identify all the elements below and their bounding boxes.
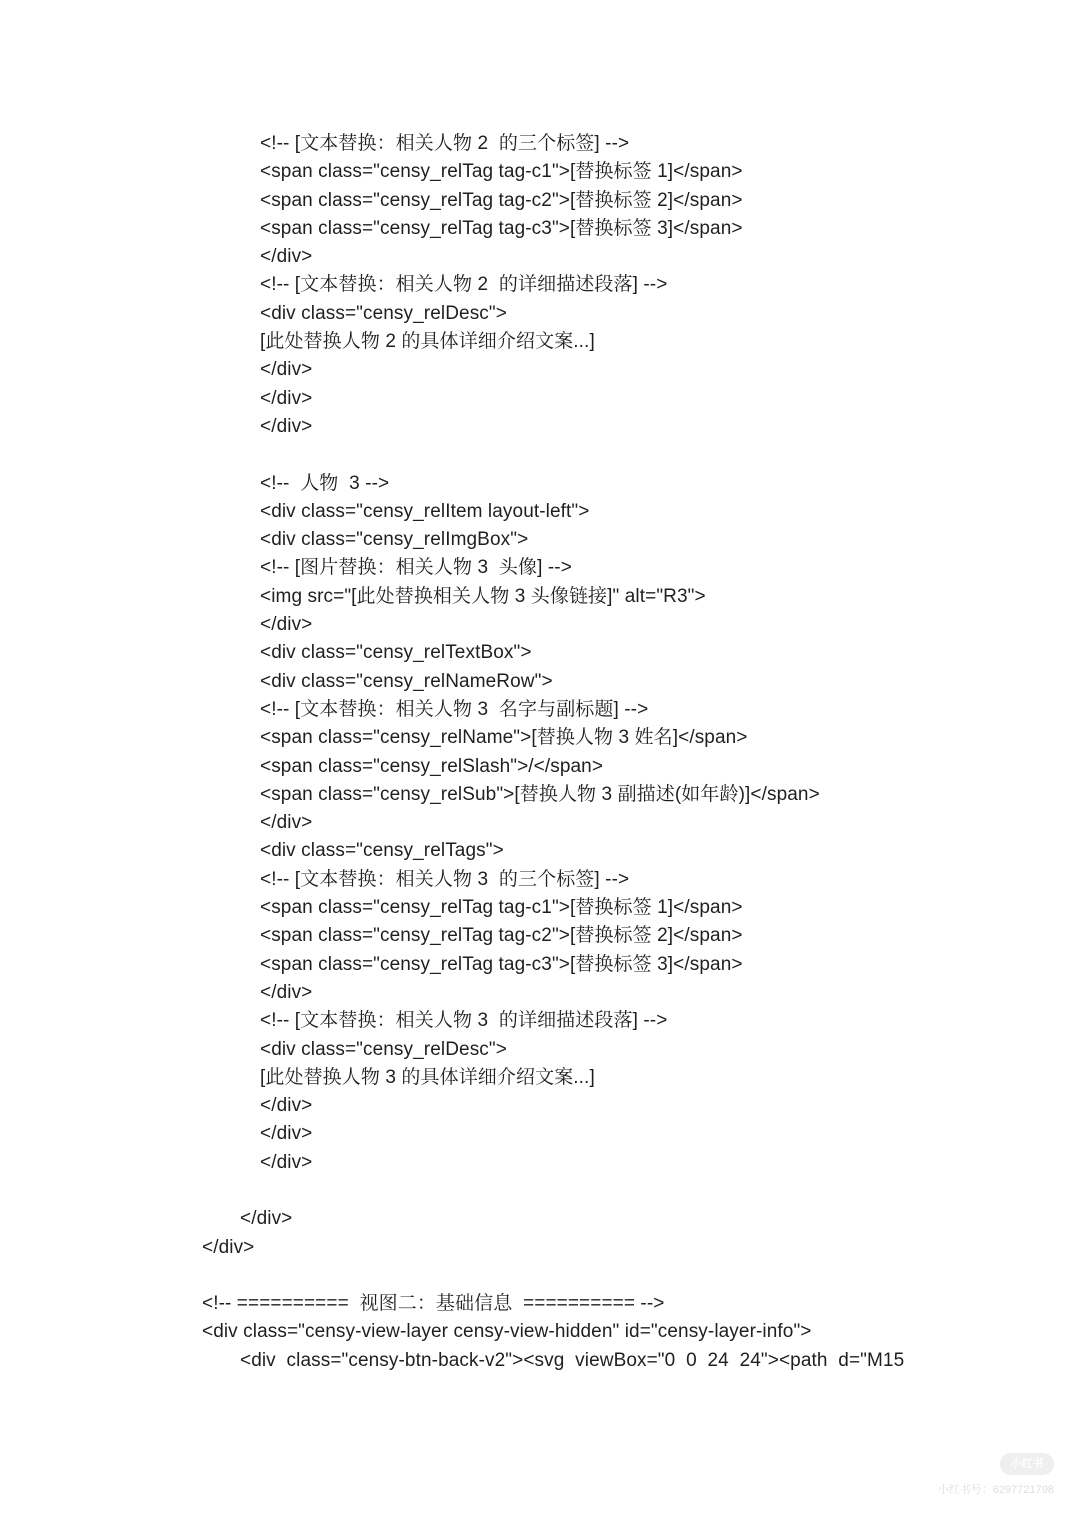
code-line: <img src="[此处替换相关人物 3 头像链接]" alt="R3">: [260, 585, 706, 607]
code-line: </div>: [260, 614, 313, 636]
code-line: [此处替换人物 3 的具体详细介绍文案...]: [260, 1066, 595, 1088]
code-line: [此处替换人物 2 的具体详细介绍文案...]: [260, 331, 595, 353]
code-line: <div class="censy_relTextBox">: [260, 642, 532, 664]
code-line: [0, 441, 1080, 469]
code-line: <span class="censy_relName">[替换人物 3 姓名]</span>: [260, 727, 748, 749]
code-line: <!-- [文本替换：相关人物 3 的详细描述段落] -->: [260, 1010, 668, 1032]
code-line: [0, 1177, 1080, 1205]
watermark: [914, 1453, 1054, 1503]
code-line: <div class="censy-view-layer censy-view-hidden" id="censy-layer-info">: [202, 1321, 812, 1343]
code-line: </div>: [260, 981, 313, 1003]
code-line: </div>: [260, 387, 313, 409]
code-line: <span class="censy_relTag tag-c1">[替换标签 1]</span>: [260, 161, 743, 183]
code-line: <div class="censy_relTags">: [260, 840, 504, 862]
code-line: <span class="censy_relTag tag-c2">[替换标签 2]</span>: [260, 925, 743, 947]
code-line: <div class="censy_relImgBox">: [260, 529, 529, 551]
code-line: </div>: [260, 415, 313, 437]
code-line: <!-- [文本替换：相关人物 3 的三个标签] -->: [260, 868, 630, 890]
code-line: </div>: [260, 1123, 313, 1145]
code-line: </div>: [260, 1151, 313, 1173]
code-line: </div>: [260, 359, 313, 381]
code-line: <div class="censy_relNameRow">: [260, 670, 553, 692]
code-line: </div>: [260, 812, 313, 834]
code-line: <span class="censy_relTag tag-c1">[替换标签 1]</span>: [260, 897, 743, 919]
code-line: <div class="censy-btn-back-v2"><svg viewBox="0 0 24 24"><path d="M15: [240, 1349, 905, 1371]
code-line: <span class="censy_relSlash">/</span>: [260, 755, 604, 777]
code-line: <!-- [图片替换：相关人物 3 头像] -->: [260, 557, 572, 579]
code-line: <span class="censy_relTag tag-c3">[替换标签 3]</span>: [260, 217, 743, 239]
code-line: <span class="censy_relTag tag-c3">[替换标签 3]</span>: [260, 953, 743, 975]
watermark-id: 小红书号：6297721798: [937, 1484, 1054, 1496]
code-line: <!-- [文本替换：相关人物 2 的详细描述段落] -->: [260, 274, 668, 296]
code-line: </div>: [240, 1208, 293, 1230]
code-line: <!-- 人物 3 -->: [260, 472, 390, 494]
code-line: </div>: [260, 1095, 313, 1117]
code-line: </div>: [202, 1236, 255, 1258]
watermark-logo: 小红书: [1000, 1453, 1054, 1475]
code-line: </div>: [260, 246, 313, 268]
code-line: <!-- [文本替换：相关人物 3 名字与副标题] -->: [260, 698, 649, 720]
code-line: <div class="censy_relItem layout-left">: [260, 500, 590, 522]
code-line: <div class="censy_relDesc">: [260, 302, 507, 324]
code-line: <span class="censy_relSub">[替换人物 3 副描述(如年龄)]</span>: [260, 783, 820, 805]
code-line: <!-- [文本替换：相关人物 2 的三个标签] -->: [260, 133, 630, 154]
code-line: <div class="censy_relDesc">: [260, 1038, 507, 1060]
code-line: <!-- ========== 视图二：基础信息 ========== -->: [202, 1293, 665, 1315]
code-line: [0, 1262, 1080, 1290]
code-listing: [0, 130, 1080, 1375]
code-line: <span class="censy_relTag tag-c2">[替换标签 2]</span>: [260, 189, 743, 211]
